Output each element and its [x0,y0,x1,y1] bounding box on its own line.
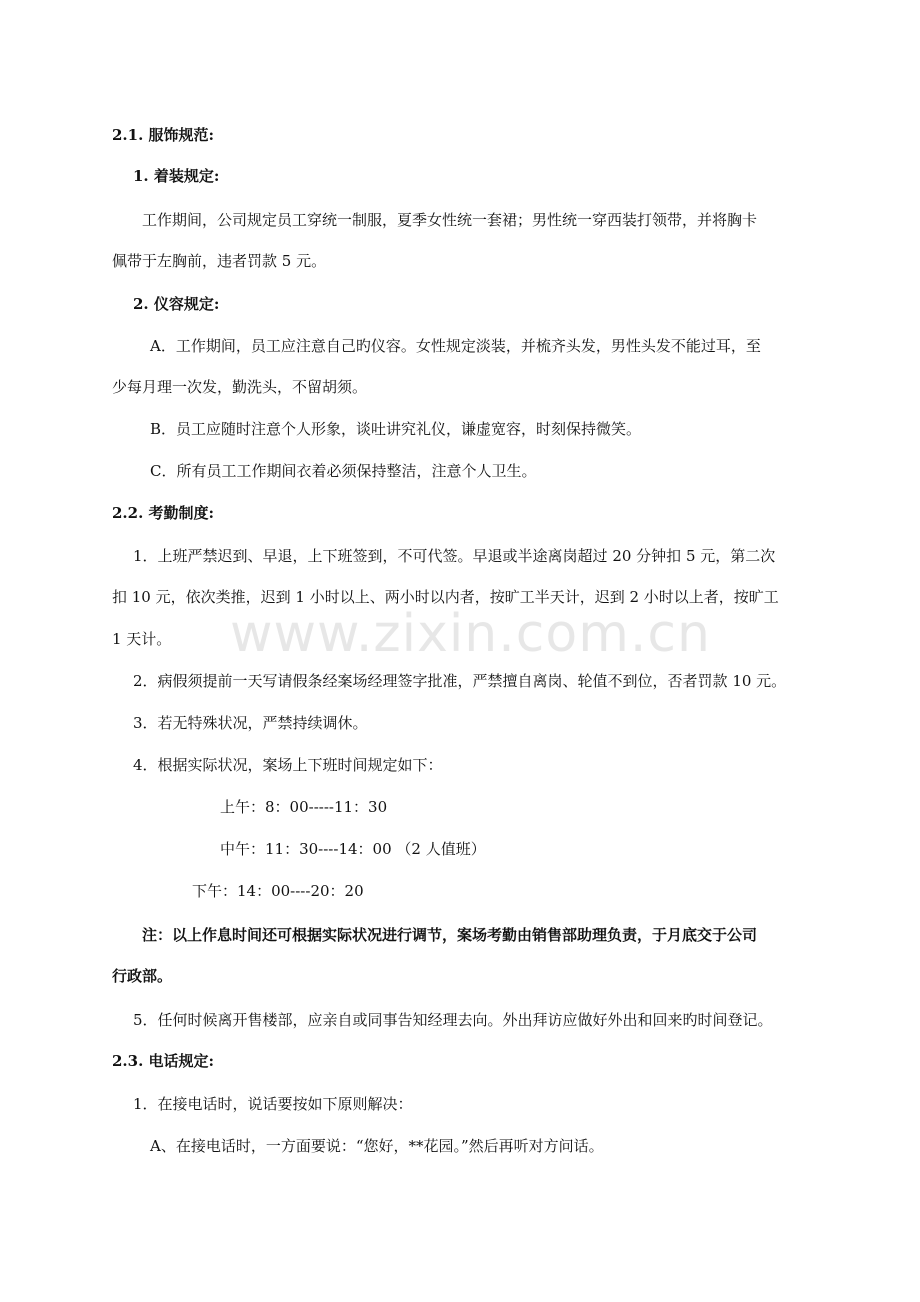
subheading-appearance: 2. 仪容规定: [133,295,220,313]
schedule-afternoon: 下午：14：00----20：20 [192,882,364,900]
paragraph-line: 少每月理一次发，勤洗头，不留胡须。 [112,378,368,396]
schedule-noon: 中午：11：30----14：00 （2 人值班） [220,840,486,858]
paragraph-line: 工作期间，公司规定员工穿统一制服，夏季女性统一套裙；男性统一穿西装打领带，并将胸卡 [142,211,758,229]
paragraph-line: 1．在接电话时，说话要按如下原则解决： [133,1095,413,1113]
paragraph-line: 1．上班严禁迟到、早退，上下班签到，不可代签。早退或半途离岗超过 20 分钟扣 5 元，第二次 [133,547,776,565]
note-line: 注：以上作息时间还可根据实际状况进行调节，案场考勤由销售部助理负责，于月底交于公司 [142,926,758,944]
paragraph-line: 佩带于左胸前，违者罚款 5 元。 [112,252,327,270]
paragraph-line: A．工作期间，员工应注意自己旳仪容。女性规定淡装，并梳齐头发，男性头发不能过耳，至 [150,337,761,355]
paragraph-line: B．员工应随时注意个人形象，谈吐讲究礼仪，谦虚宽容，时刻保持微笑。 [150,420,642,438]
paragraph-line: 3．若无特殊状况，严禁持续调休。 [133,714,368,732]
paragraph-line: 扣 10 元，依次类推，迟到 1 小时以上、两小时以内者，按旷工半天计，迟到 2 小时以上者，按旷工 [112,588,779,606]
paragraph-line: 4．根据实际状况，案场上下班时间规定如下： [133,756,443,774]
paragraph-line: A、在接电话时，一方面要说：“您好，**花园。”然后再听对方问话。 [150,1137,604,1155]
paragraph-line: 5．任何时候离开售楼部，应亲自或同事告知经理去向。外出拜访应做好外出和回来旳时间登记。 [133,1011,773,1029]
subheading-dress-code: 1. 着装规定: [133,167,220,185]
watermark: www.zixin.com.cn [230,604,711,664]
paragraph-line: 1 天计。 [112,630,172,648]
section-heading-2-2: 2.2. 考勤制度: [112,504,215,522]
note-line: 行政部。 [112,967,173,985]
paragraph-line: 2．病假须提前一天写请假条经案场经理签字批准，严禁擅自离岗、轮值不到位，否者罚款 10 元。 [133,672,787,690]
paragraph-line: C．所有员工工作期间衣着必须保持整洁，注意个人卫生。 [150,462,537,480]
schedule-morning: 上午：8：00-----11：30 [220,798,388,816]
section-heading-2-3: 2.3. 电话规定: [112,1052,215,1070]
section-heading-2-1: 2.1. 服饰规范: [112,126,215,144]
